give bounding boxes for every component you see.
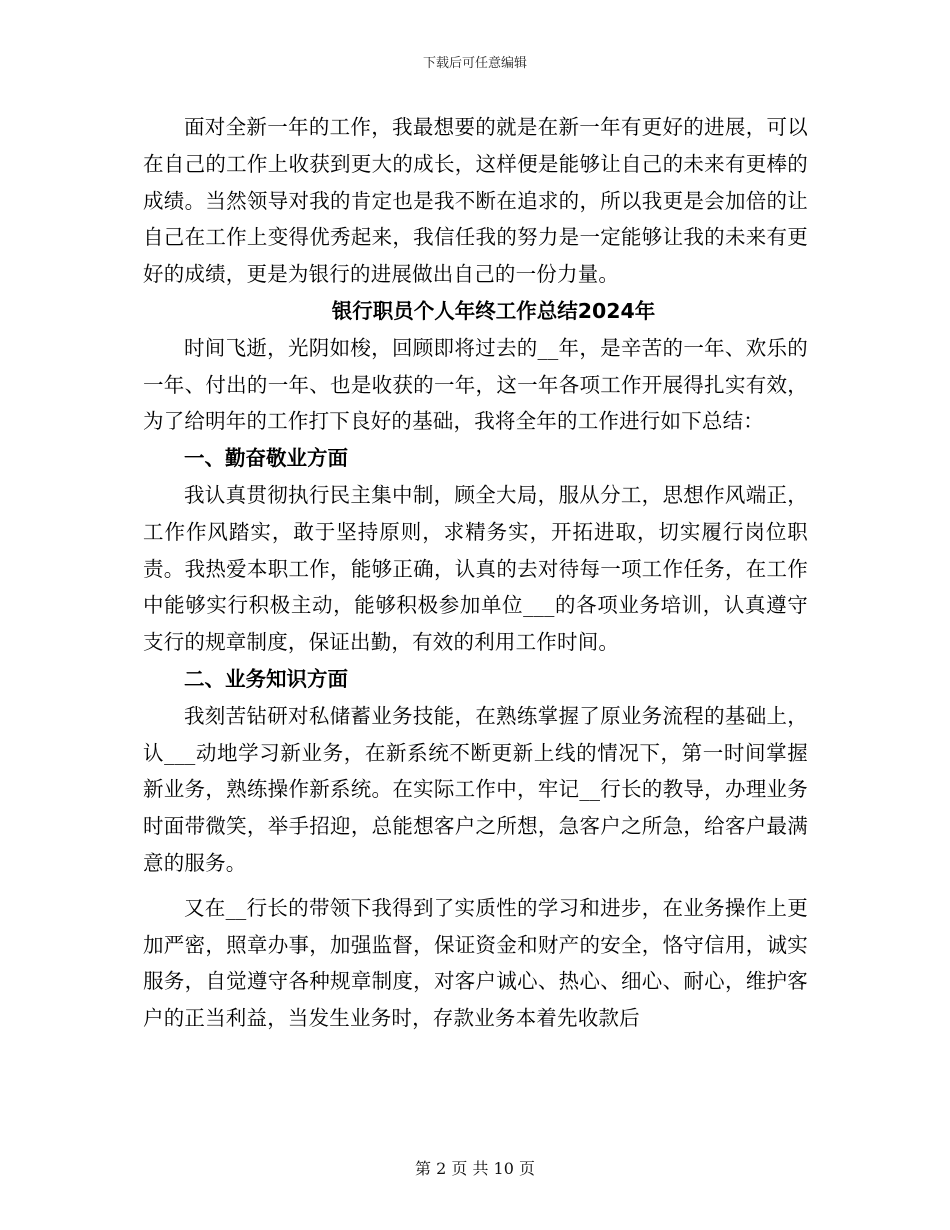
page-footer: 第 2 页 共 10 页 bbox=[415, 1159, 535, 1178]
opening-paragraph: 时间飞逝，光阴如梭，回顾即将过去的__年，是辛苦的一年、欢乐的一年、付出的一年、也是收获的一年，这一年各项工作开展得扎实有效，为了给明年的工作打下良好的基础，我将全年的工作进行如下总结： bbox=[143, 335, 808, 434]
document-body bbox=[143, 109, 808, 1037]
section2-paragraph-2: 又在__行长的带领下我得到了实质性的学习和进步，在业务操作上更加严密，照章办事，加强监督，保证资金和财产的安全，恪守信用，诚实服务，自觉遵守各种规章制度，对客户诚心、热心、细心、耐心，维护客户的正当利益，当发生业务时，存款业务本着先收款后 bbox=[143, 895, 808, 1031]
section1-paragraph: 我认真贯彻执行民主集中制，顾全大局，服从分工，思想作风端正，工作作风踏实，敢于坚持原则，求精务实，开拓进取，切实履行岗位职责。我热爱本职工作，能够正确，认真的去对待每一项工作任务，在工作中能够实行积极主动，能够积极参加单位___的各项业务培训，认真遵守支行的规章制度，保证出勤，有效的利用工作时间。 bbox=[143, 482, 808, 655]
paragraph-gap bbox=[143, 882, 808, 890]
intro-paragraph: 面对全新一年的工作，我最想要的就是在新一年有更好的进展，可以在自己的工作上收获到更大的成长，这样便是能够让自己的未来有更棒的成绩。当然领导对我的肯定也是我不断在追求的，所以我更是会加倍的让自己在工作上变得优秀起来，我信任我的努力是一定能够让我的未来有更好的成绩，更是为银行的进展做出自己的一份力量。 bbox=[143, 115, 808, 287]
section1-heading: 一、勤奋敬业方面 bbox=[184, 446, 348, 471]
page-header: 下载后可任意编辑 bbox=[422, 56, 527, 71]
section2-paragraph-1: 我刻苦钻研对私储蓄业务技能，在熟练掌握了原业务流程的基础上，认___动地学习新业务，在新系统不断更新上线的情况下，第一时间掌握新业务，熟练操作新系统。在实际工作中，牢记__行长的教导，办理业务时面带微笑，举手招迎，总能想客户之所想，急客户之所急，给客户最满意的服务。 bbox=[143, 703, 808, 875]
section2-heading: 二、业务知识方面 bbox=[184, 666, 348, 691]
document-title: 银行职员个人年终工作总结2024年 bbox=[331, 298, 656, 323]
